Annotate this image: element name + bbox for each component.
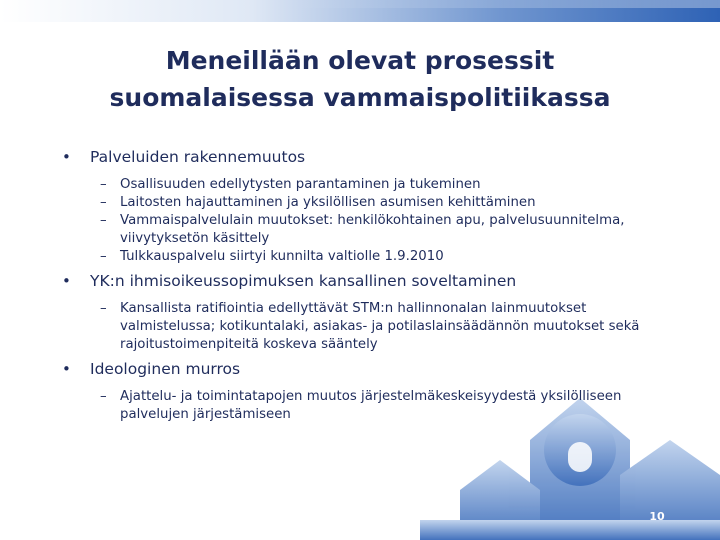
bullet-dot-icon: • (62, 148, 71, 166)
sub-bullet-text: Osallisuuden edellytysten parantaminen ja tukeminen (120, 177, 481, 192)
dash-icon: – (100, 301, 107, 316)
slide-title-line-2: suomalaisessa vammaispolitiikassa (109, 83, 611, 112)
bullet-dot-icon: • (62, 272, 71, 290)
sub-bullet-text: Ajattelu- ja toimintatapojen muutos järjestelmäkeskeisyydestä yksilölliseen palvelujen järjestämiseen (120, 389, 622, 422)
slide-title-line-1: Meneillään olevat prosessit (165, 46, 555, 75)
bullet-item (62, 270, 662, 292)
sub-bullet-item (62, 194, 662, 212)
slide-content (62, 146, 662, 424)
sub-bullet-item (62, 300, 662, 354)
slide-title (40, 42, 680, 116)
sub-bullet-text: Tulkkauspalvelu siirtyi kunnilta valtiolle 1.9.2010 (120, 249, 444, 264)
sub-bullet-item (62, 176, 662, 194)
dash-icon: – (100, 177, 107, 192)
header-band-highlight (0, 0, 720, 8)
dash-icon: – (100, 195, 107, 210)
bullet-text: Ideologinen murros (90, 360, 241, 378)
bullet-text: YK:n ihmisoikeussopimuksen kansallinen soveltaminen (90, 272, 517, 290)
bullet-item (62, 146, 662, 168)
sub-bullet-item (62, 248, 662, 266)
sub-bullet-text: Vammaispalvelulain muutokset: henkilökohtainen apu, palvelusuunnitelma, viivytyksetön käsittely (120, 213, 625, 246)
sub-bullet-text: Kansallista ratifiointia edellyttävät STM:n hallinnonalan lainmuutokset valmistelussa; kotikuntalaki, asiakas- ja potilaslainsäädännön muutokset sekä rajoitustoimenpiteitä koskeva sääntely (120, 301, 640, 352)
sub-bullet-text: Laitosten hajauttaminen ja yksilöllisen asumisen kehittäminen (120, 195, 536, 210)
bullet-dot-icon: • (62, 360, 71, 378)
bullet-item (62, 358, 662, 380)
dash-icon: – (100, 213, 107, 228)
sub-bullet-item (62, 388, 662, 424)
bullet-text: Palveluiden rakennemuutos (90, 148, 306, 166)
dash-icon: – (100, 389, 107, 404)
page-number: 10 (649, 510, 665, 523)
sub-bullet-item (62, 212, 662, 248)
dash-icon: – (100, 249, 107, 264)
